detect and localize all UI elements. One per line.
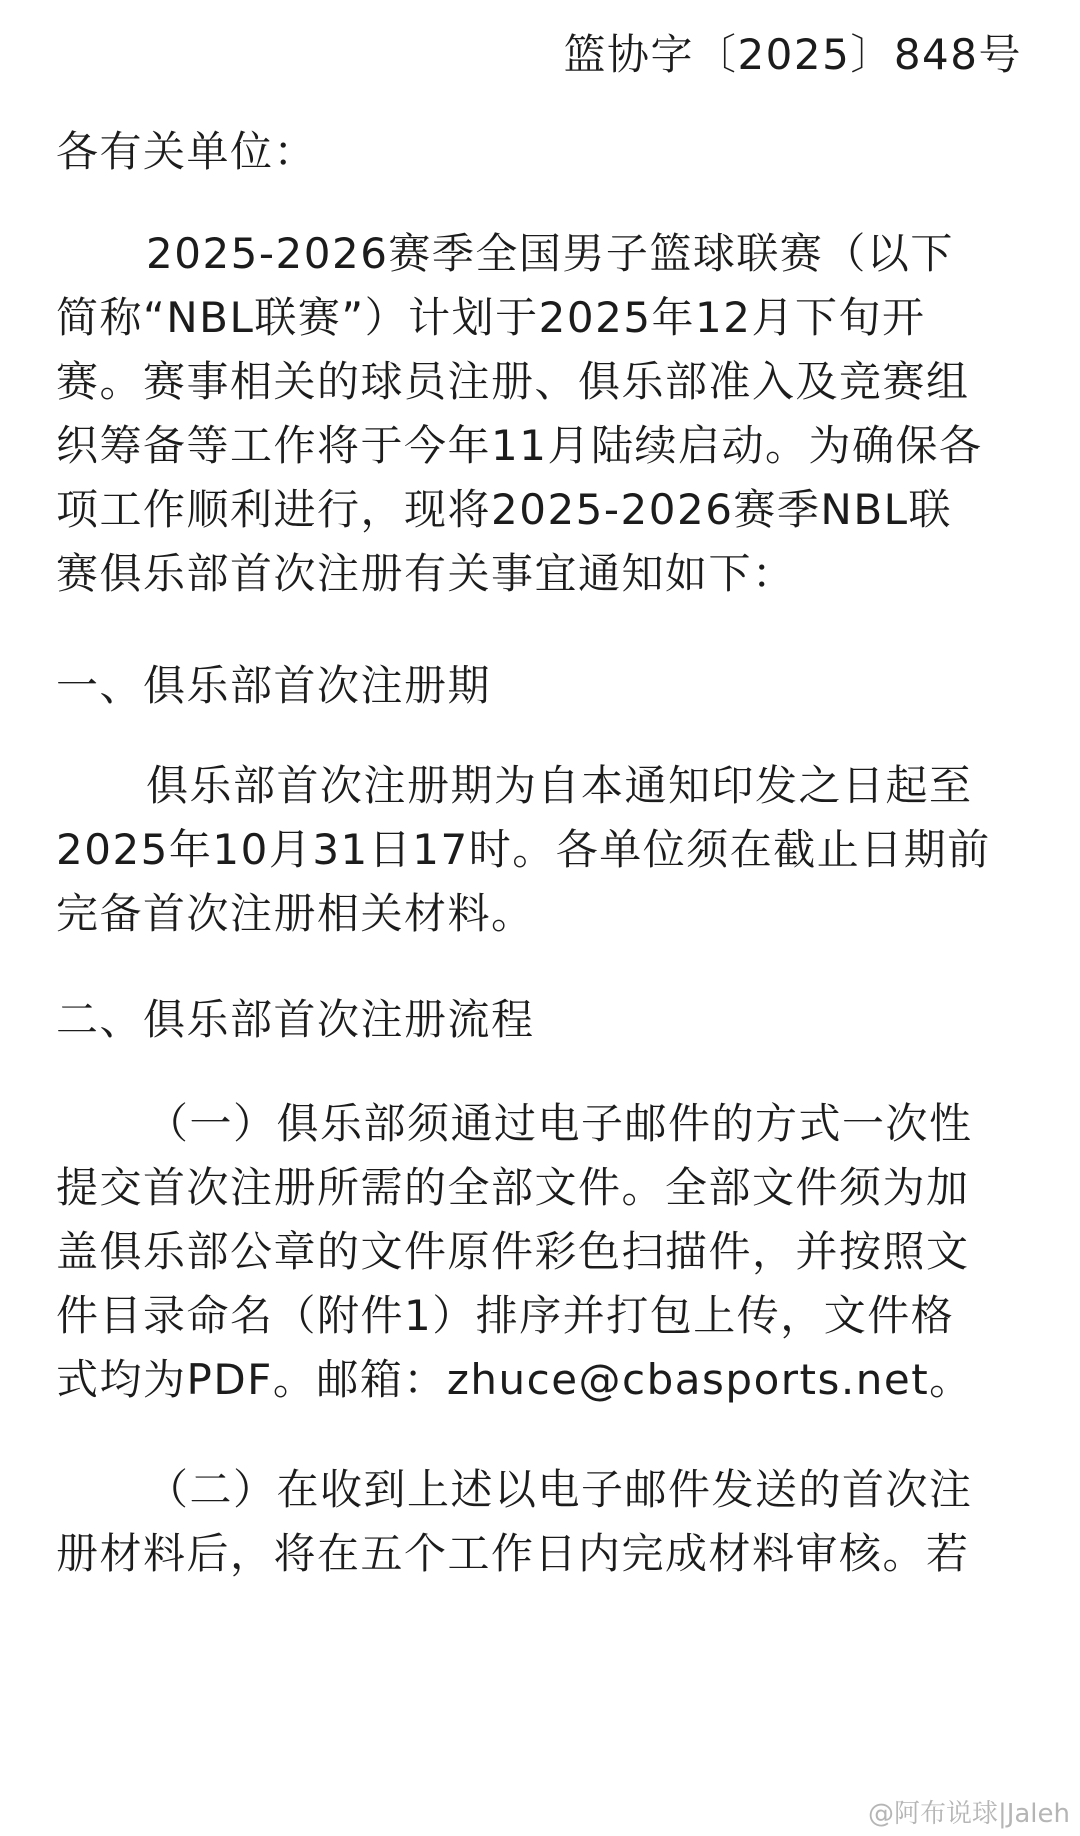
- section-2-item-1-line-5: 式均为PDF。邮箱：zhuce@cbasports.net。: [56, 1355, 973, 1404]
- salutation: 各有关单位：: [56, 127, 318, 176]
- watermark: @阿布说球|Jaleh: [867, 1799, 1070, 1829]
- section-2-item-2-line-1: （二）在收到上述以电子邮件发送的首次注: [146, 1465, 973, 1514]
- section-2-heading: 二、俱乐部首次注册流程: [56, 995, 535, 1044]
- intro-line-6: 赛俱乐部首次注册有关事宜通知如下：: [56, 549, 796, 598]
- section-2-item-1-line-3: 盖俱乐部公章的文件原件彩色扫描件，并按照文: [56, 1227, 970, 1276]
- section-1-line-1: 俱乐部首次注册期为自本通知印发之日起至: [146, 761, 973, 810]
- intro-line-4: 织筹备等工作将于今年11月陆续启动。为确保各: [56, 421, 983, 470]
- document-number: 篮协字〔2025〕848号: [563, 30, 1022, 79]
- section-1-line-2: 2025年10月31日17时。各单位须在截止日期前: [56, 825, 991, 874]
- section-2-item-1-line-4: 件目录命名（附件1）排序并打包上传，文件格: [56, 1291, 955, 1340]
- section-2-item-1-line-2: 提交首次注册所需的全部文件。全部文件须为加: [56, 1163, 970, 1212]
- section-1-heading: 一、俱乐部首次注册期: [56, 661, 492, 710]
- intro-line-2: 简称“NBL联赛”）计划于2025年12月下旬开: [56, 293, 926, 342]
- intro-line-5: 项工作顺利进行，现将2025-2026赛季NBL联: [56, 485, 953, 534]
- intro-line-3: 赛。赛事相关的球员注册、俱乐部准入及竞赛组: [56, 357, 970, 406]
- section-2-item-1-line-1: （一）俱乐部须通过电子邮件的方式一次性: [146, 1099, 973, 1148]
- section-1-line-3: 完备首次注册相关材料。: [56, 889, 535, 938]
- section-2-item-2-line-2: 册材料后，将在五个工作日内完成材料审核。若: [56, 1529, 970, 1578]
- intro-line-1: 2025-2026赛季全国男子篮球联赛（以下: [146, 229, 954, 278]
